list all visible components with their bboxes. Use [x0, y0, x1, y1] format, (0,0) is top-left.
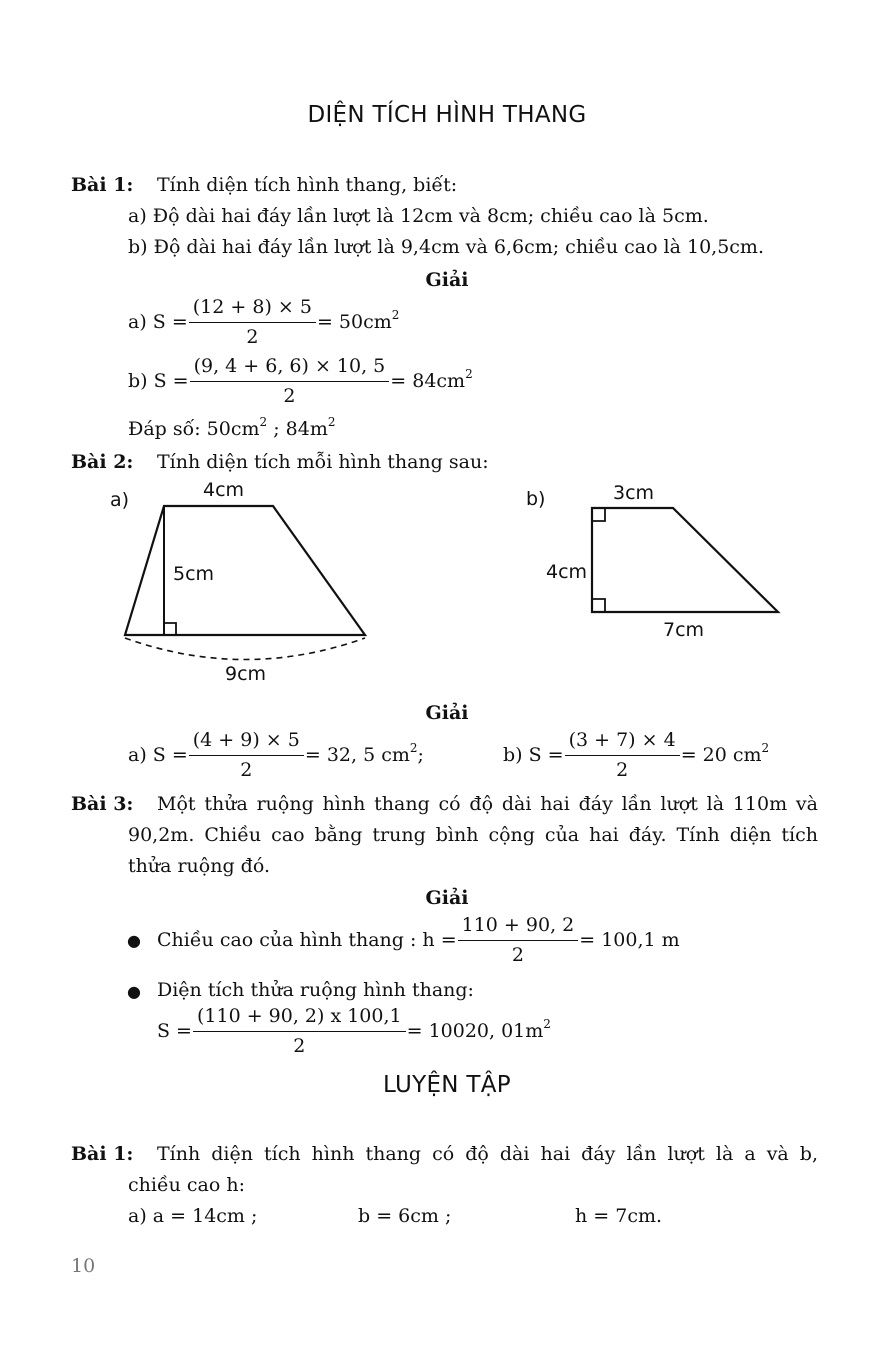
- solution-3-area-text: Diện tích thửa ruộng hình thang:: [157, 979, 474, 1001]
- page-title: DIỆN TÍCH HÌNH THANG: [307, 102, 587, 128]
- numerator: (12 + 8) × 5: [192, 296, 312, 318]
- solution-heading-1: Giải: [425, 269, 469, 291]
- solution-2b-result: = 20 $cm^2$: [680, 740, 770, 766]
- exercise-1-part-b: b) Độ dài hai đáy lần lượt là 9,4cm và 6,6cm; chiều cao là 10,5cm.: [128, 236, 764, 258]
- exercise-1-part-a: a) Độ dài hai đáy lần lượt là 12cm và 8cm; chiều cao là 5cm.: [128, 205, 709, 227]
- solution-2a-result: = 32, 5 $cm^2$;: [304, 740, 424, 766]
- bottom-base-brace: [125, 638, 365, 660]
- fraction: [460, 914, 577, 967]
- section-title-practice: LUYỆN TẬP: [383, 1072, 511, 1098]
- denominator: 2: [190, 381, 390, 408]
- solution-3-area-result: = 10020, $01m^2$: [406, 1016, 551, 1042]
- answer-1: Đáp số: $50cm^2$ ; $84m^2$: [128, 414, 336, 440]
- solution-2a: [128, 729, 424, 782]
- figure-a-bottom-label: 9cm: [225, 663, 267, 685]
- page-number: 10: [71, 1255, 96, 1277]
- practice-1-label: Bài 1:: [71, 1143, 134, 1165]
- numerator: (9, 4 + 6, 6) × 10, 5: [193, 355, 386, 377]
- exercise-2-label: Bài 2:: [71, 451, 134, 473]
- numerator: (4 + 9) × 5: [192, 729, 300, 751]
- solution-3-area: [157, 1005, 551, 1058]
- exercise-3-line-3: thửa ruộng đó.: [128, 855, 270, 877]
- right-angle-marker-top: [592, 508, 605, 521]
- denominator: 2: [189, 755, 304, 782]
- solution-2b: [503, 729, 769, 782]
- solution-1b: [128, 355, 473, 408]
- solution-1a: [128, 296, 399, 349]
- exercise-3-label: Bài 3:: [71, 793, 134, 815]
- trapezoid-figure-a: [100, 475, 400, 690]
- exercise-1-text: Tính diện tích hình thang, biết:: [157, 174, 458, 196]
- practice-1-line-1: Tính diện tích hình thang có độ dài hai đáy lần lượt là a và b,: [157, 1143, 818, 1165]
- figure-a-height-label: 5cm: [173, 563, 215, 585]
- solution-heading-2: Giải: [425, 702, 469, 724]
- fraction: [191, 729, 302, 782]
- trapezoid-a-outline: [125, 506, 365, 635]
- fraction: [192, 355, 388, 408]
- denominator: 2: [565, 755, 680, 782]
- right-angle-marker-bottom: [592, 599, 605, 612]
- trapezoid-figure-b: [520, 475, 790, 650]
- figure-b-tag: b): [526, 488, 546, 510]
- bullet-icon: ●: [127, 982, 141, 1001]
- numerator: (110 + 90, 2) x 100,1: [196, 1005, 402, 1027]
- fraction: [567, 729, 678, 782]
- exercise-3-line-2: 90,2m. Chiều cao bằng trung bình cộng của hai đáy. Tính diện tích: [128, 824, 818, 846]
- denominator: 2: [193, 1031, 406, 1058]
- practice-1-part-a2: b = 6cm ;: [358, 1205, 452, 1227]
- solution-1b-lead: b) S =: [128, 369, 189, 392]
- denominator: 2: [458, 940, 579, 967]
- figure-a-tag: a): [110, 489, 130, 511]
- exercise-1-label: Bài 1:: [71, 174, 134, 196]
- figure-b-top-label: 3cm: [613, 482, 655, 504]
- solution-3-height-result: = 100,1 m: [579, 928, 680, 951]
- bullet-icon: ●: [127, 931, 141, 950]
- trapezoid-b-outline: [592, 508, 778, 612]
- solution-3-area-lead: S =: [157, 1019, 192, 1042]
- solution-3-height: [157, 914, 680, 967]
- solution-1a-result: = $50cm^2$: [316, 307, 400, 333]
- solution-heading-3: Giải: [425, 887, 469, 909]
- figure-b-height-label: 4cm: [546, 561, 588, 583]
- fraction: [195, 1005, 404, 1058]
- right-angle-marker: [164, 623, 176, 635]
- solution-2a-lead: a) S =: [128, 743, 188, 766]
- practice-1-part-a1: a) a = 14cm ;: [128, 1205, 258, 1227]
- practice-1-line-2: chiều cao h:: [128, 1174, 246, 1196]
- exercise-2-text: Tính diện tích mỗi hình thang sau:: [157, 451, 489, 473]
- denominator: 2: [189, 322, 316, 349]
- solution-2b-lead: b) S =: [503, 743, 564, 766]
- solution-1b-result: = $84cm^2$: [390, 366, 473, 392]
- numerator: (3 + 7) × 4: [568, 729, 676, 751]
- solution-1a-lead: a) S =: [128, 310, 188, 333]
- numerator: 110 + 90, 2: [461, 914, 575, 936]
- figure-a-top-label: 4cm: [203, 479, 245, 501]
- exercise-3-line-1: Một thửa ruộng hình thang có độ dài hai đáy lần lượt là 110m và: [157, 793, 818, 815]
- fraction: [191, 296, 314, 349]
- practice-1-part-a3: h = 7cm.: [575, 1205, 663, 1227]
- solution-3-height-lead: Chiều cao của hình thang : h =: [157, 928, 457, 951]
- figure-b-bottom-label: 7cm: [663, 619, 705, 641]
